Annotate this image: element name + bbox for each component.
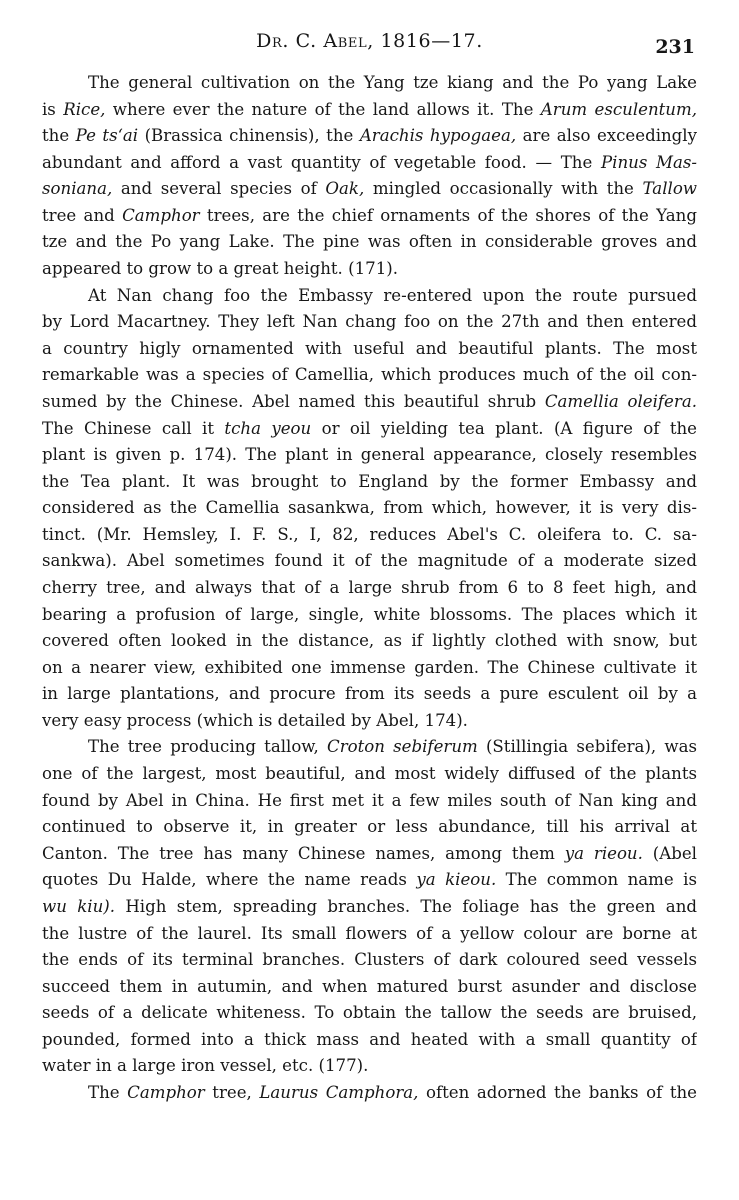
text-line: considered as the Camellia sasankwa, from which, however, it is very dis- [42,498,697,518]
text-line: a country higly ornamented with useful and beautiful plants. The most [42,338,697,358]
text-line: sankwa). Abel sometimes found it of the magnitude of a moderate sized [42,551,697,571]
text-line: the ends of its terminal branches. Clusters of dark coloured seed vessels [42,950,697,970]
text-line: tinct. (Mr. Hemsley, I. F. S., I, 82, reduces Abel's C. oleifera to. C. sa- [42,524,697,544]
text-line: appeared to grow to a great height. (171). [42,259,399,279]
text-line: quotes Du Halde, where the name reads ya kieou. The common name is [42,870,697,890]
text-line: by Lord Macartney. They left Nan chang foo on the 27th and then entered [42,312,697,332]
text-line: soniana, and several species of Oak, mingled occasionally with the Tallow [42,179,697,199]
running-head [0,30,739,60]
text-line: cherry tree, and always that of a large shrub from 6 to 8 feet high, and [42,577,697,597]
text-line: in large plantations, and procure from its seeds a pure esculent oil by a [42,684,697,704]
text-line: The Camphor tree, Laurus Camphora, often adorned the banks of the [88,1082,697,1102]
text-line: Canton. The tree has many Chinese names, among them ya rieou. (Abel [42,843,697,863]
body-text [42,70,697,1107]
text-line: abundant and afford a vast quantity of vegetable food. — The Pinus Mas- [42,152,697,172]
text-line: on a nearer view, exhibited one immense garden. The Chinese cultivate it [42,657,697,677]
text-line: the lustre of the laurel. Its small flowers of a yellow colour are borne at [42,923,697,943]
text-line: the Pe tsʻai (Brassica chinensis), the Arachis hypogaea, are also exceedingly [42,126,697,146]
running-title: Dr. C. Abel, 1816—17. [256,30,483,52]
text-line: found by Abel in China. He first met it a few miles south of Nan king and [42,790,697,810]
text-line: sumed by the Chinese. Abel named this beautiful shrub Camellia oleifera. [42,391,697,411]
text-line: tze and the Po yang Lake. The pine was often in considerable groves and [42,232,697,252]
text-line: is Rice, where ever the nature of the land allows it. The Arum esculentum, [42,99,697,119]
text-line: plant is given p. 174). The plant in general appearance, closely resembles [42,445,697,465]
text-line: pounded, formed into a thick mass and heated with a small quantity of [42,1029,697,1049]
text-line: bearing a profusion of large, single, white blossoms. The places which it [42,604,697,624]
text-line: the Tea plant. It was brought to England by the former Embassy and [42,471,697,491]
text-line: tree and Camphor trees, are the chief ornaments of the shores of the Yang [42,205,697,225]
text-line: The general cultivation on the Yang tze kiang and the Po yang Lake [88,73,697,92]
text-line: seeds of a delicate whiteness. To obtain the tallow the seeds are bruised, [42,1003,697,1023]
text-line: The tree producing tallow, Croton sebiferum (Stillingia sebifera), was [88,737,697,757]
text-line: wu kiu). High stem, spreading branches. The foliage has the green and [42,896,697,916]
text-line: very easy process (which is detailed by Abel, 174). [42,710,468,730]
page-number: 231 [655,36,695,58]
text-line: one of the largest, most beautiful, and most widely diffused of the plants [42,764,697,784]
text-line: The Chinese call it tcha yeou or oil yielding tea plant. (A figure of the [42,418,697,438]
text-line: covered often looked in the distance, as if lightly clothed with snow, but [42,631,697,651]
text-line: continued to observe it, in greater or less abundance, till his arrival at [42,817,697,837]
text-line: remarkable was a species of Camellia, which produces much of the oil con- [42,365,697,385]
text-line: At Nan chang foo the Embassy re-entered upon the route pursued [88,285,697,305]
text-line: succeed them in autumin, and when matured burst asunder and disclose [42,976,697,996]
text-line: water in a large iron vessel, etc. (177). [42,1056,369,1076]
